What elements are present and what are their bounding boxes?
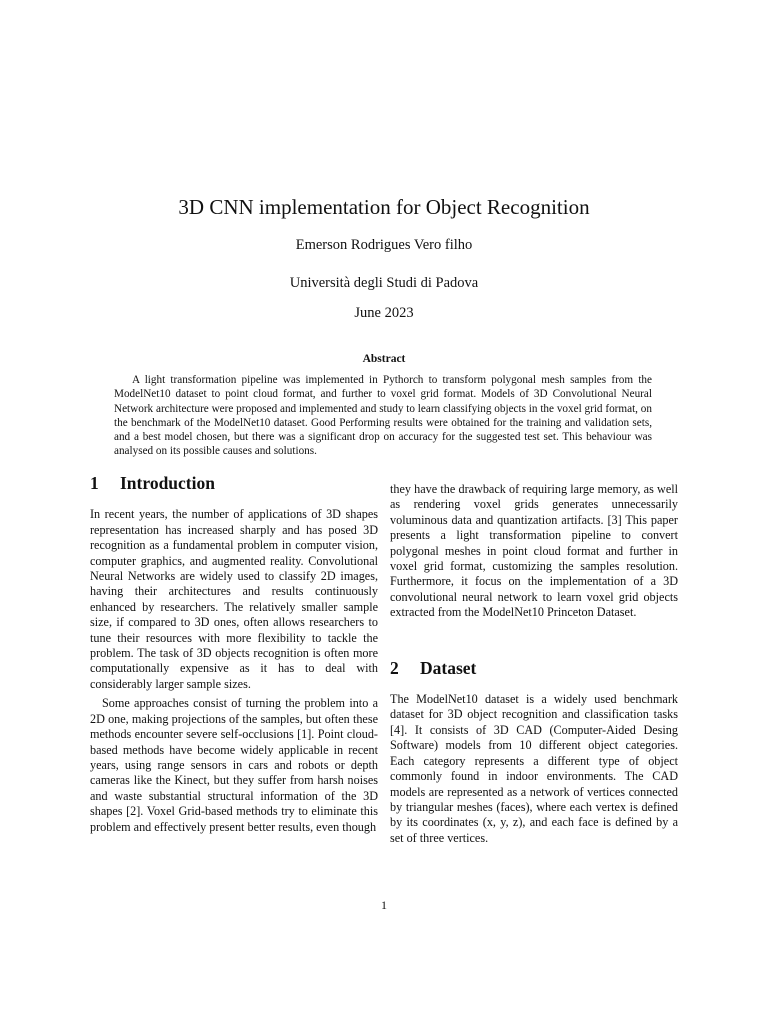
- abstract-text: A light transformation pipeline was implemented in Pythorch to transform polygonal mesh samples from the ModelNet10 dataset to point cloud format, and further to voxel grid format. Models of 3D Convolutional Neural Network architecture were proposed and implemented and study to learn classifying objects in the voxel grid format, on the benchmark of the ModelNet10 dataset. Good Performing results were obtained for the training and validation sets, and a best model chosen, but there was a significant drop on accuracy for the suggested test set. This behaviour was analysed on its possible causes and solutions.: [114, 374, 652, 458]
- author-name: Emerson Rodrigues Vero filho: [295, 237, 473, 253]
- right-column: [390, 482, 678, 846]
- paragraph: The ModelNet10 dataset is a widely used benchmark dataset for 3D object recognition and classification tasks [4]. It consists of 3D CAD (Computer-Aided Desing Software) models from 10 different object categories. Each category represents a different type of object commonly found in indoor environments. The CAD models are represented as a network of vertices connected by triangular meshes (faces), where each vertex is defined by its coordinates (x, y, z), and each face is defined by a set of three vertices.: [390, 692, 678, 845]
- paper-title: 3D CNN implementation for Object Recognition: [178, 195, 590, 219]
- left-column: [90, 473, 378, 835]
- paragraph: Some approaches consist of turning the problem into a 2D one, making projections of the samples, but often these methods encounter severe self-occlusions [1]. Point cloud-based methods have become widely applicable in recent years, using range sensors in cars and robots or depth cameras like the Kinect, but they suffer from harsh noises and waste substantial structural information of the 3D shapes [2]. Voxel Grid-based methods try to eliminate this problem and effectively present better results, even though: [90, 696, 378, 834]
- page-number: 1: [381, 898, 387, 912]
- section-title: Introduction: [120, 473, 215, 493]
- section-heading-introduction: [90, 473, 378, 493]
- paragraph: In recent years, the number of applications of 3D shapes representation has increased sharply and has posed 3D recognition as a fundamental problem in computer vision, computer graphics, and augmented reality. Convolutional Neural Networks are widely used to classify 2D images, having their architectures and results continuously enhanced by researchers. The relatively smaller sample size, if compared to 3D ones, often allows researchers to tune their resources with more flexibility to tackle the problem. The task of 3D objects recognition is often more computationally expensive as it has to deal with considerably larger sample sizes.: [90, 507, 378, 691]
- section-number: 2: [390, 657, 399, 678]
- section-heading-dataset: [390, 657, 678, 678]
- section-title: Dataset: [420, 657, 477, 678]
- section-number: 1: [90, 473, 99, 493]
- abstract-heading: Abstract: [362, 353, 406, 365]
- author-affiliation: Università degli Studi di Padova: [289, 275, 479, 291]
- paper-date: June 2023: [354, 305, 414, 321]
- paragraph-continued: they have the drawback of requiring large memory, as well as rendering voxel grids generates unnecessarily voluminous data and quantization artifacts. [3] This paper presents a light transformation pipeline to convert polygonal meshes in point cloud format and further in voxel grid format, customizing the samples resolution. Furthermore, it focus on the implementation of a 3D convolutional neural network to learn voxel grid objects extracted from the ModelNet10 Princeton Dataset.: [390, 482, 678, 620]
